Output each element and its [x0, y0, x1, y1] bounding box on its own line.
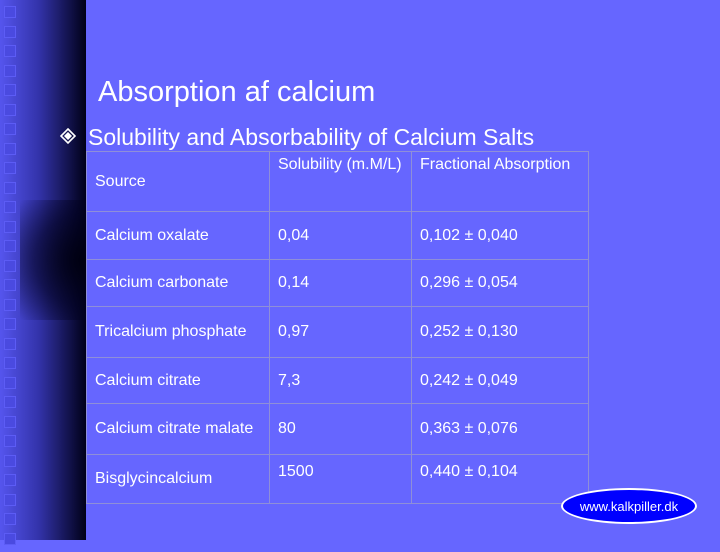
square-pattern [4, 6, 18, 552]
table-row [87, 455, 589, 504]
table-header-row [87, 152, 589, 212]
cell-absorption: 0,296 ± 0,054 [412, 260, 589, 307]
table-row [87, 260, 589, 307]
diamond-bullet-icon [60, 128, 80, 148]
header-solubility: Solubility (m.M/L) [270, 152, 412, 212]
cell-solubility: 0,97 [270, 307, 412, 358]
cell-source: Calcium citrate [87, 358, 270, 404]
cell-solubility: 0,14 [270, 260, 412, 307]
shadow-decoration [20, 200, 86, 320]
cell-absorption: 0,440 ± 0,104 [412, 455, 589, 504]
cell-solubility: 80 [270, 404, 412, 455]
cell-source: Calcium oxalate [87, 212, 270, 260]
table-row [87, 307, 589, 358]
cell-absorption: 0,102 ± 0,040 [412, 212, 589, 260]
cell-solubility: 1500 [270, 455, 412, 504]
header-absorption: Fractional Absorption [412, 152, 589, 212]
table-row [87, 404, 589, 455]
table-row [87, 212, 589, 260]
cell-source: Bisglycincalcium [87, 455, 270, 504]
cell-source: Calcium citrate malate [87, 404, 270, 455]
cell-source: Tricalcium phosphate [87, 307, 270, 358]
cell-source: Calcium carbonate [87, 260, 270, 307]
cell-absorption: 0,252 ± 0,130 [412, 307, 589, 358]
cell-solubility: 0,04 [270, 212, 412, 260]
table-row [87, 358, 589, 404]
slide-title: Absorption af calcium [98, 76, 376, 108]
website-link-badge[interactable]: www.kalkpiller.dk [561, 488, 697, 524]
cell-absorption: 0,363 ± 0,076 [412, 404, 589, 455]
cell-solubility: 7,3 [270, 358, 412, 404]
calcium-salts-table [86, 151, 589, 504]
slide-subtitle: Solubility and Absorbability of Calcium Salts [88, 124, 535, 150]
header-source: Source [87, 152, 270, 212]
cell-absorption: 0,242 ± 0,049 [412, 358, 589, 404]
